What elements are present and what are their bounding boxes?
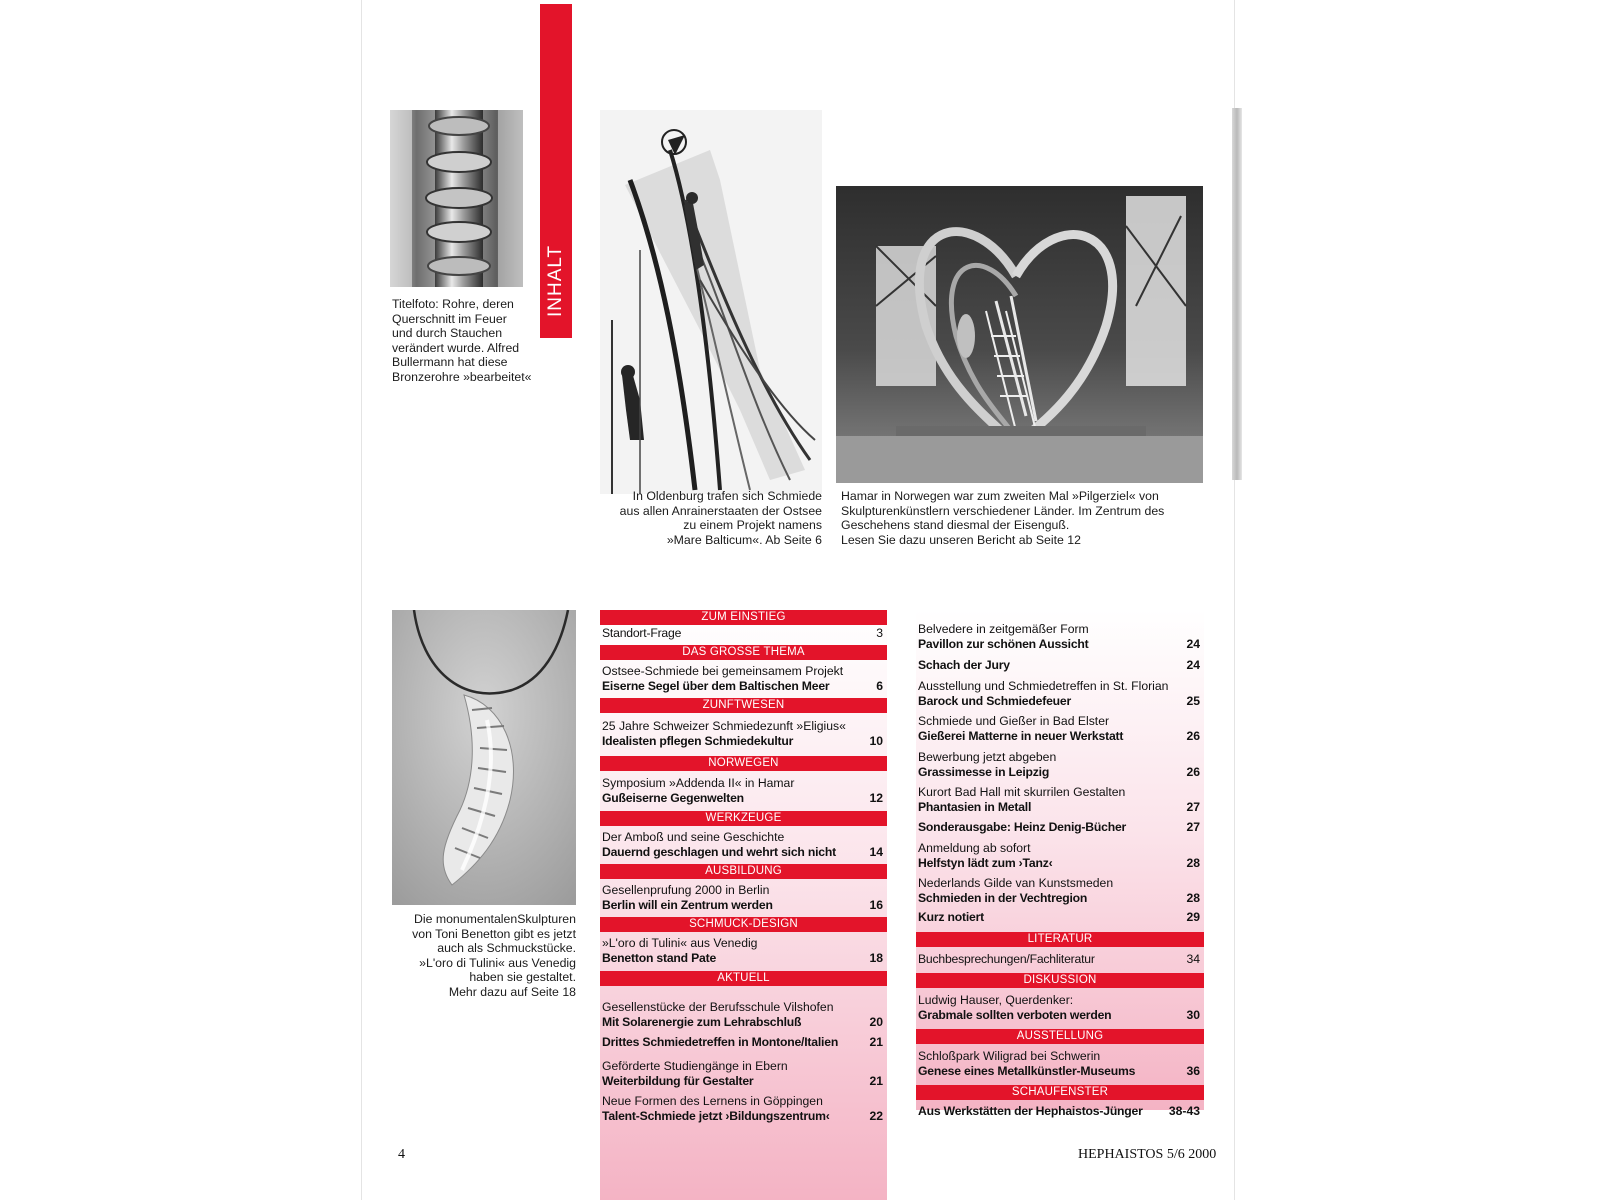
toc-entry-bad-hall[interactable]: Kurort Bad Hall mit skurrilen Gestalten Phantasien in Metall 27: [918, 785, 1200, 814]
toc-entry-amboss[interactable]: Der Amboß und seine Geschichte Dauernd geschlagen und wehrt sich nicht 14: [602, 830, 883, 859]
toc-entry-denig[interactable]: Sonderausgabe: Heinz Denig-Bücher 27: [918, 820, 1200, 834]
section-ausstellung: AUSSTELLUNG: [916, 1029, 1204, 1044]
toc-entry-standort[interactable]: Standort-Frage 3: [602, 626, 883, 640]
inhalt-label: INHALT: [545, 244, 566, 318]
pendant-photo: [392, 610, 576, 905]
hamar-caption: Hamar in Norwegen war zum zweiten Mal »Pilgerziel« von Skulpturenkünstlern verschiedener Länder. Im Zentrum des Geschehens stand diesmal der Eisenguß. Lesen Sie dazu unseren Bericht ab Seite 12: [841, 489, 1165, 547]
toc-entry-vilshofen[interactable]: Gesellenstücke der Berufsschule Vilshofen Mit Solarenergie zum Lehrabschluß 20: [602, 1000, 883, 1029]
toc-entry-ebern[interactable]: Geförderte Studiengänge in Ebern Weiterbildung für Gestalter 21: [602, 1059, 883, 1088]
section-aktuell: AKTUELL: [600, 971, 887, 986]
inhalt-bar: [540, 4, 572, 338]
facing-page-edge: [1232, 108, 1242, 480]
toc-entry-buchbesprechungen[interactable]: Buchbesprechungen/Fachliteratur 34: [918, 952, 1200, 966]
section-werkzeuge: WERKZEUGE: [600, 811, 887, 826]
section-schaufenster: SCHAUFENSTER: [916, 1085, 1204, 1100]
toc-left-column: [600, 610, 887, 1200]
pendant-caption: Die monumentalenSkulpturen von Toni Benetton gibt es jetzt auch als Schmuckstücke. »L'oro di Tulini« aus Venedig haben sie gestaltet. Mehr dazu auf Seite 18: [412, 912, 576, 999]
section-literatur: LITERATUR: [916, 932, 1204, 947]
toc-entry-ostsee[interactable]: Ostsee-Schmiede bei gemeinsamem Projekt Eiserne Segel über dem Baltischen Meer 6: [602, 664, 883, 693]
journal-folio: HEPHAISTOS 5/6 2000: [1078, 1147, 1217, 1162]
toc-entry-schach[interactable]: Schach der Jury 24: [918, 658, 1200, 672]
cover-photo: [390, 110, 523, 287]
toc-entry-montone[interactable]: Drittes Schmiedetreffen in Montone/Italien 21: [602, 1035, 883, 1049]
cover-caption: Titelfoto: Rohre, deren Querschnitt im Feuer und durch Stauchen verändert wurde. Alfred Bullermann hat diese Bronzerohre »bearbeitet«: [392, 297, 532, 384]
section-schmuck-design: SCHMUCK-DESIGN: [600, 917, 887, 932]
section-ausbildung: AUSBILDUNG: [600, 864, 887, 879]
section-norwegen: NORWEGEN: [600, 756, 887, 771]
toc-entry-benetton[interactable]: »L'oro di Tulini« aus Venedig Benetton stand Pate 18: [602, 936, 883, 965]
toc-entry-wiligrad[interactable]: Schloßpark Wiligrad bei Schwerin Genese eines Metallkünstler-Museums 36: [918, 1049, 1200, 1078]
toc-entry-bad-elster[interactable]: Schmiede und Gießer in Bad Elster Gießerei Matterne in neuer Werkstatt 26: [918, 714, 1200, 743]
toc-entry-berlin[interactable]: Gesellenprufung 2000 in Berlin Berlin will ein Zentrum werden 16: [602, 883, 883, 912]
toc-entry-pavillon[interactable]: Belvedere in zeitgemäßer Form Pavillon zur schönen Aussicht 24: [918, 622, 1200, 651]
toc-entry-goeppingen[interactable]: Neue Formen des Lernens in Göppingen Talent-Schmiede jetzt ›Bildungszentrum‹ 22: [602, 1094, 883, 1123]
hamar-photo: [836, 186, 1203, 483]
toc-entry-vechtregion[interactable]: Nederlands Gilde van Kunstsmeden Schmieden in der Vechtregion 28: [918, 876, 1200, 905]
toc-entry-addenda[interactable]: Symposium »Addenda II« in Hamar Gußeiserne Gegenwelten 12: [602, 776, 883, 805]
toc-entry-hephaistos-juenger[interactable]: Aus Werkstätten der Hephaistos-Jünger 38-43: [918, 1104, 1200, 1118]
section-diskussion: DISKUSSION: [916, 973, 1204, 988]
section-das-grosse-thema: DAS GROSSE THEMA: [600, 645, 887, 660]
section-zunftwesen: ZUNFTWESEN: [600, 698, 887, 713]
oldenburg-caption: In Oldenburg trafen sich Schmiede aus allen Anrainerstaaten der Ostsee zu einem Projekt namens »Mare Balticum«. Ab Seite 6: [619, 489, 822, 547]
toc-entry-st-florian[interactable]: Ausstellung und Schmiedetreffen in St. Florian Barock und Schmiedefeuer 25: [918, 679, 1200, 708]
toc-entry-hauser[interactable]: Ludwig Hauser, Querdenker: Grabmale sollten verboten werden 30: [918, 993, 1200, 1022]
page-number: 4: [398, 1147, 405, 1162]
oldenburg-photo: [600, 110, 822, 494]
toc-entry-kurz-notiert[interactable]: Kurz notiert 29: [918, 910, 1200, 924]
toc-right-column: [916, 610, 1204, 1118]
toc-entry-helfstyn[interactable]: Anmeldung ab sofort Helfstyn lädt zum ›Tanz‹ 28: [918, 841, 1200, 870]
section-zum-einstieg: ZUM EINSTIEG: [600, 610, 887, 625]
toc-entry-grassimesse[interactable]: Bewerbung jetzt abgeben Grassimesse in Leipzig 26: [918, 750, 1200, 779]
toc-entry-eligius[interactable]: 25 Jahre Schweizer Schmiedezunft »Eligius« Idealisten pflegen Schmiedekultur 10: [602, 719, 883, 748]
